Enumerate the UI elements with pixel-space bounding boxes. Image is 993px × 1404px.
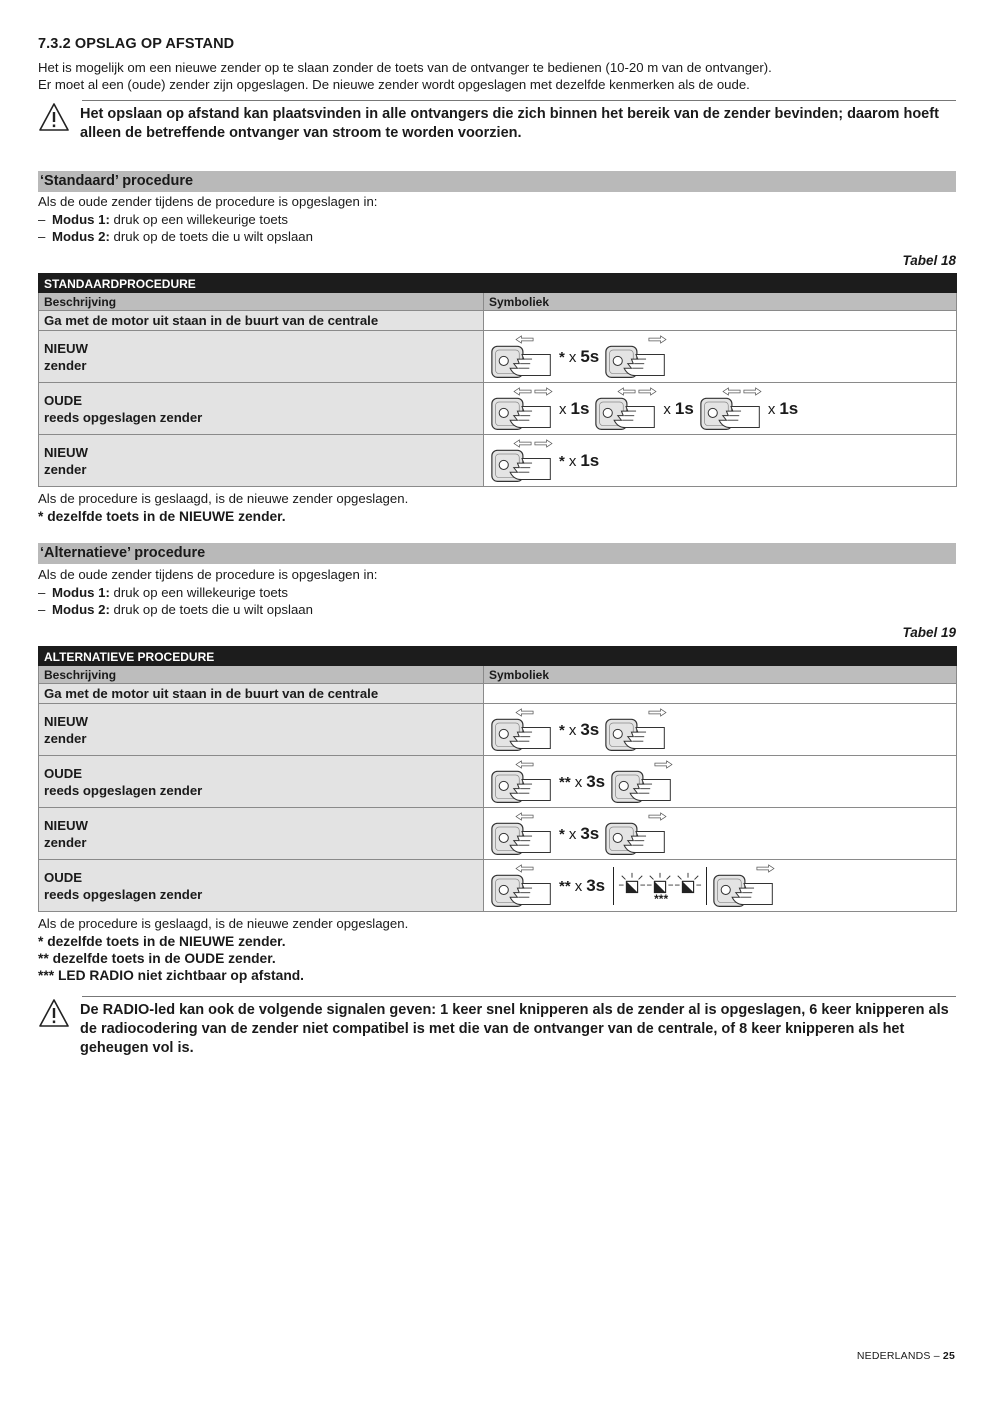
remote-press-icon bbox=[603, 812, 669, 856]
mode-label: Modus 1: bbox=[52, 584, 110, 600]
column-header: Beschrijving bbox=[39, 293, 484, 311]
press-count bbox=[559, 876, 605, 896]
intro-line: Er moet al een (oude) zender zijn opgeslagen. De nieuwe zender wordt opgeslagen met dezelfde kenmerken als de oude. bbox=[38, 77, 750, 92]
duration: 3s bbox=[580, 719, 600, 739]
table-cell bbox=[39, 808, 484, 860]
asterisk: ** bbox=[559, 773, 571, 791]
table-title: ALTERNATIEVE PROCEDURE bbox=[39, 647, 957, 666]
duration: 1s bbox=[779, 398, 799, 418]
row-sub: zender bbox=[44, 357, 87, 373]
table-cell: Ga met de motor uit staan in de buurt van de centrale bbox=[39, 311, 484, 331]
footer-language: NEDERLANDS – bbox=[856, 1350, 943, 1362]
table-cell bbox=[39, 383, 484, 435]
symbol-sequence bbox=[489, 756, 951, 807]
divider bbox=[82, 996, 956, 997]
table-cell bbox=[484, 860, 957, 912]
standard-procedure-table bbox=[38, 273, 957, 487]
symbol-sequence bbox=[489, 435, 951, 486]
table-cell bbox=[39, 704, 484, 756]
alternative-procedure-table bbox=[38, 646, 957, 912]
remote-press-icon bbox=[603, 335, 669, 379]
remote-press-icon bbox=[711, 864, 777, 908]
lead-text: Als de oude zender tijdens de procedure is opgeslagen in: bbox=[38, 194, 378, 209]
led-footnote-mark: *** bbox=[654, 891, 669, 906]
row-name: OUDE bbox=[44, 392, 83, 408]
lead-text: Als de oude zender tijdens de procedure is opgeslagen in: bbox=[38, 567, 378, 582]
divider bbox=[613, 867, 614, 905]
row-sub: zender bbox=[44, 461, 87, 477]
column-header: Symboliek bbox=[484, 293, 957, 311]
press-count bbox=[559, 824, 599, 844]
asterisk: ** bbox=[559, 877, 571, 895]
symbol-sequence bbox=[489, 383, 951, 434]
dash: – bbox=[38, 229, 46, 244]
footnote: ** dezelfde toets in de OUDE zender. bbox=[38, 950, 276, 966]
table-cell bbox=[484, 311, 957, 331]
times: x bbox=[568, 825, 577, 843]
table-row bbox=[39, 808, 957, 860]
remote-press-icon bbox=[489, 335, 555, 379]
table-cell bbox=[484, 331, 957, 383]
warning-block bbox=[38, 996, 956, 1058]
table-cell bbox=[39, 860, 484, 912]
remote-press-icon bbox=[489, 439, 555, 483]
table-cell bbox=[39, 756, 484, 808]
times: x bbox=[568, 721, 577, 739]
asterisk: * bbox=[559, 452, 565, 470]
table-cell bbox=[484, 808, 957, 860]
times: x bbox=[574, 773, 583, 791]
mode-text: druk op de toets die u wilt opslaan bbox=[109, 602, 313, 617]
row-name: NIEUW bbox=[44, 444, 88, 460]
table-cell bbox=[484, 383, 957, 435]
warning-triangle-icon bbox=[38, 102, 70, 132]
times: x bbox=[568, 452, 577, 470]
asterisk: * bbox=[559, 721, 565, 739]
times: x bbox=[568, 348, 577, 366]
press-count bbox=[559, 720, 599, 740]
result-text: Als de procedure is geslaagd, is de nieuwe zender opgeslagen. bbox=[38, 491, 409, 506]
footnote: * dezelfde toets in de NIEUWE zender. bbox=[38, 508, 286, 524]
row-name: NIEUW bbox=[44, 713, 88, 729]
duration: 3s bbox=[580, 823, 600, 843]
footnote: *** LED RADIO niet zichtbaar op afstand. bbox=[38, 967, 305, 983]
mode-text: druk op een willekeurige toets bbox=[109, 584, 289, 600]
standard-procedure-notes bbox=[38, 490, 956, 525]
remote-press-icon bbox=[489, 864, 555, 908]
times: x bbox=[663, 400, 671, 418]
press-count bbox=[559, 347, 599, 367]
mode-label: Modus 1: bbox=[52, 211, 110, 227]
table-cell bbox=[484, 684, 957, 704]
standard-procedure-intro bbox=[38, 193, 956, 246]
warning-block bbox=[38, 100, 956, 146]
mode-text: druk op de toets die u wilt opslaan bbox=[109, 229, 313, 244]
press-count bbox=[559, 772, 605, 792]
row-sub: zender bbox=[44, 730, 87, 746]
mode-text: druk op een willekeurige toets bbox=[109, 211, 289, 227]
warning-text: Het opslaan op afstand kan plaatsvinden in alle ontvangers die zich binnen het bereik van de zender bevinden; daarom hoeft alleen de betreffende ontvanger van stroom te worden voorzien. bbox=[80, 106, 939, 141]
remote-press-icon bbox=[698, 387, 764, 431]
row-name: OUDE bbox=[44, 869, 83, 885]
mode-2-line bbox=[38, 228, 956, 246]
remote-press-icon bbox=[489, 760, 555, 804]
dash: – bbox=[38, 211, 46, 227]
table-cell bbox=[484, 704, 957, 756]
row-name: NIEUW bbox=[44, 340, 88, 356]
mode-1-line bbox=[38, 211, 956, 229]
row-sub: zender bbox=[44, 834, 87, 850]
mode-label: Modus 2: bbox=[52, 229, 110, 244]
alternative-procedure-heading: ‘Alternatieve’ procedure bbox=[38, 543, 956, 564]
table-row bbox=[39, 860, 957, 912]
column-header: Beschrijving bbox=[39, 666, 484, 684]
dash: – bbox=[38, 602, 46, 617]
press-count bbox=[559, 399, 589, 419]
standard-procedure-heading: ‘Standaard’ procedure bbox=[38, 171, 956, 192]
led-blink-icon bbox=[618, 872, 646, 900]
divider bbox=[82, 100, 956, 101]
duration: 1s bbox=[580, 450, 600, 470]
symbol-sequence bbox=[489, 808, 951, 859]
remote-press-icon bbox=[603, 708, 669, 752]
times: x bbox=[559, 400, 567, 418]
intro-text bbox=[38, 59, 956, 93]
footnote: * dezelfde toets in de NIEUWE zender. bbox=[38, 933, 286, 949]
table-cell bbox=[484, 435, 957, 487]
page-number: 25 bbox=[942, 1350, 955, 1362]
press-count bbox=[768, 399, 798, 419]
press-count bbox=[559, 451, 599, 471]
duration: 5s bbox=[580, 346, 600, 366]
symbol-sequence bbox=[489, 860, 951, 911]
duration: 1s bbox=[570, 398, 590, 418]
symbol-sequence bbox=[489, 331, 951, 382]
alternative-procedure-notes bbox=[38, 915, 956, 984]
table-cell bbox=[484, 756, 957, 808]
duration: 3s bbox=[586, 771, 606, 791]
mode-2-line bbox=[38, 601, 956, 619]
mode-label: Modus 2: bbox=[52, 602, 110, 617]
remote-press-icon bbox=[489, 708, 555, 752]
table-row bbox=[39, 704, 957, 756]
remote-press-icon bbox=[609, 760, 675, 804]
led-blink-icon bbox=[674, 872, 702, 900]
table-title: STANDAARDPROCEDURE bbox=[39, 274, 957, 293]
led-blink-group bbox=[618, 872, 702, 906]
remote-press-icon bbox=[489, 812, 555, 856]
table-row bbox=[39, 756, 957, 808]
table-row bbox=[39, 435, 957, 487]
warning-text: De RADIO-led kan ook de volgende signalen geven: 1 keer snel knipperen als de zender al is opgeslagen, 6 keer knipperen als de radiocodering van de zender niet compatibel is met die van de ontvanger van de centrale, of 8 keer knipperen als het geheugen vol is. bbox=[80, 1002, 949, 1056]
intro-line: Het is mogelijk om een nieuwe zender op te slaan zonder de toets van de ontvanger te bedienen (10-20 m van de ontvanger). bbox=[38, 60, 772, 75]
asterisk: * bbox=[559, 825, 565, 843]
press-count bbox=[663, 399, 693, 419]
row-sub: reeds opgeslagen zender bbox=[44, 782, 203, 798]
mode-1-line bbox=[38, 584, 956, 602]
table-row bbox=[39, 383, 957, 435]
divider bbox=[706, 867, 707, 905]
times: x bbox=[767, 400, 776, 418]
remote-press-icon bbox=[593, 387, 659, 431]
asterisk: * bbox=[559, 348, 565, 366]
row-name: OUDE bbox=[44, 765, 83, 781]
table-cell bbox=[39, 331, 484, 383]
result-text: Als de procedure is geslaagd, is de nieuwe zender opgeslagen. bbox=[38, 916, 409, 931]
row-name: NIEUW bbox=[44, 817, 88, 833]
table-row bbox=[39, 331, 957, 383]
page-footer bbox=[857, 1350, 955, 1362]
row-sub: reeds opgeslagen zender bbox=[44, 886, 203, 902]
table-cell: Ga met de motor uit staan in de buurt van de centrale bbox=[39, 684, 484, 704]
warning-triangle-icon bbox=[38, 998, 70, 1028]
remote-press-icon bbox=[489, 387, 555, 431]
table-label: Tabel 19 bbox=[902, 625, 956, 640]
column-header: Symboliek bbox=[484, 666, 957, 684]
table-label: Tabel 18 bbox=[902, 253, 956, 268]
section-title: 7.3.2 OPSLAG OP AFSTAND bbox=[38, 36, 235, 52]
duration: 1s bbox=[674, 398, 694, 418]
symbol-sequence bbox=[489, 704, 951, 755]
duration: 3s bbox=[586, 875, 606, 895]
dash: – bbox=[38, 584, 46, 600]
alternative-procedure-intro bbox=[38, 566, 956, 619]
table-cell bbox=[39, 435, 484, 487]
row-sub: reeds opgeslagen zender bbox=[44, 409, 203, 425]
times: x bbox=[574, 877, 583, 895]
